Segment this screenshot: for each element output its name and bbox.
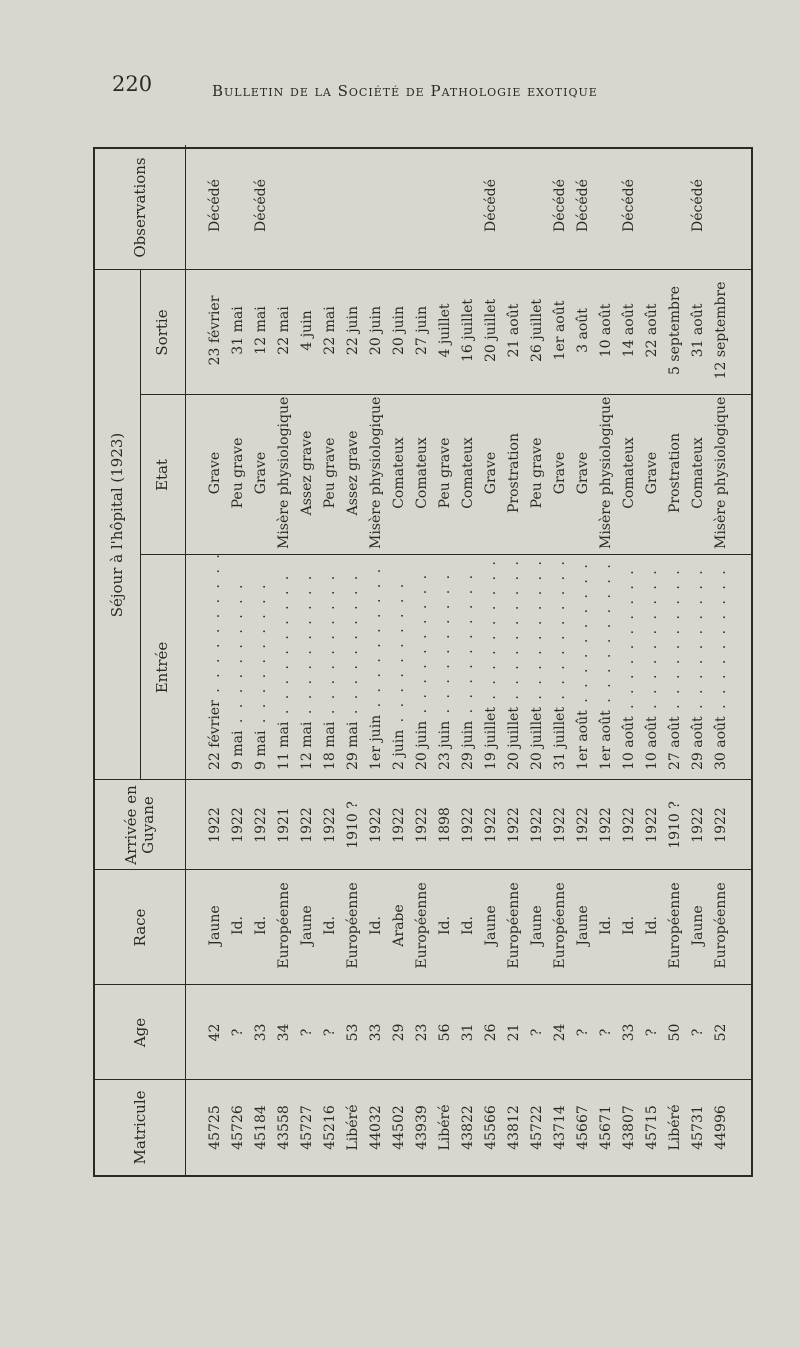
header-age: Age	[130, 1017, 149, 1048]
cell-etat: Grave	[207, 451, 223, 495]
cell-age: ?	[529, 1028, 545, 1037]
leader-dots: . . . . . . . . . .	[598, 561, 614, 711]
cell-entree	[691, 557, 705, 770]
cell-obs: Décédé	[690, 179, 706, 232]
cell-sortie: 3 août	[575, 308, 591, 353]
cell-entree	[645, 557, 659, 770]
cell-arrivee: 1922	[575, 807, 591, 843]
cell-age: 26	[483, 1023, 499, 1042]
cell-age: ?	[644, 1028, 660, 1037]
cell-matricule: 43939	[414, 1105, 430, 1150]
cell-entree: 29 juin	[460, 720, 476, 770]
cell-sortie: 23 février	[207, 295, 223, 366]
header-etat: Etat	[153, 459, 171, 491]
cell-sortie: 21 août	[506, 303, 522, 358]
cell-race: Européenne	[345, 882, 361, 969]
cell-etat: Assez grave	[345, 430, 361, 516]
cell-matricule: 45566	[483, 1105, 499, 1150]
cell-entree: 9 mai	[230, 730, 246, 770]
cell-age: ?	[322, 1028, 338, 1037]
cell-race: Européenne	[667, 882, 683, 969]
cell-age: ?	[690, 1028, 706, 1037]
cell-sortie: 20 juillet	[483, 299, 499, 362]
cell-entree: 1er août	[575, 710, 591, 770]
cell-entree	[530, 557, 544, 770]
leader-dots: . . . . . . . . . .	[253, 581, 269, 731]
cell-age: 50	[667, 1023, 683, 1042]
column-separator	[140, 394, 751, 395]
cell-entree	[668, 557, 682, 770]
cell-matricule: 45726	[230, 1105, 246, 1150]
cell-arrivee: 1922	[552, 807, 568, 843]
cell-matricule: 45667	[575, 1105, 591, 1150]
cell-race: Européenne	[713, 882, 729, 969]
cell-age: ?	[230, 1028, 246, 1037]
cell-entree	[507, 557, 521, 770]
cell-obs: Décédé	[207, 179, 223, 232]
cell-entree: 11 mai	[276, 721, 292, 770]
cell-etat: Comateux	[460, 437, 476, 509]
leader-dots: . . . . . . . . . .	[529, 558, 545, 708]
cell-arrivee: 1922	[207, 807, 223, 843]
cell-race: Européenne	[414, 882, 430, 969]
cell-race: Id.	[460, 916, 476, 935]
cell-etat: Comateux	[414, 437, 430, 509]
cell-race: Id.	[437, 916, 453, 935]
cell-entree: 29 août	[690, 716, 706, 770]
cell-arrivee: 1922	[414, 807, 430, 843]
cell-race: Européenne	[506, 882, 522, 969]
cell-arrivee: 1921	[276, 807, 292, 843]
cell-entree	[277, 557, 291, 770]
cell-matricule: 45216	[322, 1105, 338, 1150]
cell-entree	[254, 557, 268, 770]
page-number: 220	[112, 72, 153, 96]
cell-obs: Décédé	[483, 179, 499, 232]
leader-dots: . . . . . . . . . .	[483, 558, 499, 708]
cell-matricule: 45727	[299, 1105, 315, 1150]
cell-sortie: 20 juin	[368, 305, 384, 356]
cell-race: Jaune	[529, 905, 545, 946]
cell-etat: Comateux	[391, 437, 407, 509]
leader-dots: . . . . . . . . . .	[391, 580, 407, 730]
cell-entree	[346, 557, 360, 770]
cell-entree: 1er août	[598, 710, 614, 770]
header-sortie: Sortie	[153, 309, 171, 356]
cell-entree: 10 août	[644, 716, 660, 770]
leader-dots: . . . . . . . . . .	[322, 572, 338, 722]
leader-dots: . . . . . . . . . .	[345, 572, 361, 722]
cell-arrivee: 1910 ?	[667, 801, 683, 849]
cell-etat: Grave	[575, 451, 591, 495]
header-arrivee: Arrivée en Guyane	[122, 785, 157, 865]
cell-sortie: 5 septembre	[667, 286, 683, 375]
cell-race: Arabe	[391, 904, 407, 947]
leader-dots: . . . . . . . . . .	[667, 567, 683, 717]
leader-dots: . . . . . . . . . .	[207, 551, 223, 701]
cell-entree	[714, 557, 728, 770]
cell-entree	[438, 557, 452, 770]
cell-matricule: 45722	[529, 1105, 545, 1150]
cell-arrivee: 1922	[322, 807, 338, 843]
cell-race: Id.	[322, 916, 338, 935]
cell-etat: Misère physiologique	[368, 396, 384, 549]
cell-arrivee: 1922	[368, 807, 384, 843]
cell-age: 52	[713, 1023, 729, 1042]
leader-dots: . . . . . . . . . .	[276, 572, 292, 722]
column-separator	[140, 554, 751, 555]
cell-etat: Prostration	[506, 433, 522, 513]
cell-sortie: 31 mai	[230, 306, 246, 355]
leader-dots: . . . . . . . . . .	[437, 571, 453, 721]
cell-entree: 18 mai	[322, 721, 338, 770]
cell-race: Id.	[621, 916, 637, 935]
cell-entree: 23 juin	[437, 720, 453, 770]
leader-dots: . . . . . . . . . .	[368, 565, 384, 715]
cell-entree: 27 août	[667, 716, 683, 770]
cell-entree	[392, 557, 406, 770]
cell-entree: 2 juin	[391, 729, 407, 770]
cell-entree: 9 mai	[253, 730, 269, 770]
leader-dots: . . . . . . . . . .	[460, 571, 476, 721]
cell-age: 33	[253, 1023, 269, 1042]
cell-arrivee: 1922	[483, 807, 499, 843]
cell-race: Jaune	[483, 905, 499, 946]
cell-entree: 20 juillet	[506, 707, 522, 770]
cell-entree: 1er juin	[368, 714, 384, 770]
cell-arrivee: 1922	[299, 807, 315, 843]
cell-entree	[300, 557, 314, 770]
cell-race: Id.	[644, 916, 660, 935]
cell-age: 33	[621, 1023, 637, 1042]
cell-age: ?	[598, 1028, 614, 1037]
running-title: Bulletin de la Société de Pathologie exotique	[212, 82, 598, 100]
cell-sortie: 27 juin	[414, 305, 430, 356]
cell-entree: 30 août	[713, 716, 729, 770]
cell-sortie: 22 août	[644, 303, 660, 358]
cell-arrivee: 1898	[437, 807, 453, 843]
cell-arrivee: 1922	[253, 807, 269, 843]
cell-entree: 12 mai	[299, 721, 315, 770]
cell-sortie: 4 juillet	[437, 303, 453, 358]
cell-etat: Grave	[644, 451, 660, 495]
cell-age: ?	[575, 1028, 591, 1037]
cell-age: 31	[460, 1023, 476, 1042]
header-sejour: Séjour à l'hôpital (1923)	[108, 432, 126, 618]
page-header	[112, 72, 672, 112]
cell-sortie: 20 juin	[391, 305, 407, 356]
cell-arrivee: 1910 ?	[345, 801, 361, 849]
header-entree: Entrée	[153, 641, 171, 694]
cell-sortie: 1er août	[552, 300, 568, 361]
cell-race: Jaune	[575, 905, 591, 946]
cell-matricule: Libéré	[345, 1104, 361, 1151]
leader-dots: . . . . . . . . . .	[230, 581, 246, 731]
cell-sortie: 16 juillet	[460, 299, 476, 362]
leader-dots: . . . . . . . . . .	[299, 572, 315, 722]
cell-etat: Misère physiologique	[598, 396, 614, 549]
header-observations: Observations	[130, 157, 149, 258]
cell-race: Id.	[253, 916, 269, 935]
cell-matricule: 45715	[644, 1105, 660, 1150]
patient-table	[93, 150, 753, 1177]
cell-entree	[553, 557, 567, 770]
cell-matricule: 44996	[713, 1105, 729, 1150]
cell-entree	[461, 557, 475, 770]
cell-matricule: 43558	[276, 1105, 292, 1150]
cell-race: Jaune	[299, 905, 315, 946]
cell-entree	[231, 557, 245, 770]
column-separator	[95, 269, 751, 270]
cell-arrivee: 1922	[621, 807, 637, 843]
header-matricule: Matricule	[130, 1090, 149, 1165]
cell-race: Européenne	[552, 882, 568, 969]
header-rule	[185, 145, 186, 1175]
cell-entree	[576, 557, 590, 770]
cell-matricule: 45731	[690, 1105, 706, 1150]
cell-entree	[599, 557, 613, 770]
cell-entree: 20 juin	[414, 720, 430, 770]
cell-matricule: 43822	[460, 1105, 476, 1150]
cell-matricule: 44502	[391, 1105, 407, 1150]
cell-matricule: 43714	[552, 1105, 568, 1150]
cell-etat: Peu grave	[322, 437, 338, 509]
cell-entree: 29 mai	[345, 721, 361, 770]
leader-dots: . . . . . . . . . .	[552, 558, 568, 708]
cell-arrivee: 1922	[529, 807, 545, 843]
cell-matricule: 43807	[621, 1105, 637, 1150]
cell-race: Id.	[230, 916, 246, 935]
cell-matricule: 45184	[253, 1105, 269, 1150]
cell-race: Id.	[368, 916, 384, 935]
cell-sortie: 22 mai	[322, 306, 338, 355]
cell-arrivee: 1922	[598, 807, 614, 843]
cell-entree	[369, 557, 383, 770]
cell-arrivee: 1922	[690, 807, 706, 843]
cell-sortie: 12 mai	[253, 306, 269, 355]
cell-age: 34	[276, 1023, 292, 1042]
cell-age: ?	[299, 1028, 315, 1037]
cell-etat: Grave	[253, 451, 269, 495]
cell-arrivee: 1922	[644, 807, 660, 843]
table-frame	[93, 147, 753, 1177]
cell-obs: Décédé	[253, 179, 269, 232]
cell-entree: 19 juillet	[483, 707, 499, 770]
cell-age: 23	[414, 1023, 430, 1042]
cell-etat: Grave	[483, 451, 499, 495]
cell-entree	[323, 557, 337, 770]
cell-obs: Décédé	[621, 179, 637, 232]
leader-dots: . . . . . . . . . .	[506, 558, 522, 708]
cell-sortie: 12 septembre	[713, 281, 729, 380]
cell-sortie: 4 juin	[299, 310, 315, 351]
cell-obs: Décédé	[552, 179, 568, 232]
cell-age: 33	[368, 1023, 384, 1042]
cell-etat: Comateux	[690, 437, 706, 509]
cell-age: 53	[345, 1023, 361, 1042]
cell-etat: Comateux	[621, 437, 637, 509]
cell-entree	[415, 557, 429, 770]
cell-entree	[484, 557, 498, 770]
cell-sortie: 14 août	[621, 303, 637, 358]
cell-race: Européenne	[276, 882, 292, 969]
cell-etat: Prostration	[667, 433, 683, 513]
cell-etat: Misère physiologique	[276, 396, 292, 549]
cell-etat: Peu grave	[529, 437, 545, 509]
cell-age: 42	[207, 1023, 223, 1042]
leader-dots: . . . . . . . . . .	[690, 567, 706, 717]
cell-etat: Peu grave	[437, 437, 453, 509]
cell-age: 56	[437, 1023, 453, 1042]
cell-entree: 31 juillet	[552, 707, 568, 770]
cell-entree: 20 juillet	[529, 707, 545, 770]
cell-entree: 10 août	[621, 716, 637, 770]
cell-sortie: 31 août	[690, 303, 706, 358]
cell-age: 29	[391, 1023, 407, 1042]
cell-matricule: Libéré	[667, 1104, 683, 1151]
cell-age: 24	[552, 1023, 568, 1042]
cell-arrivee: 1922	[391, 807, 407, 843]
leader-dots: . . . . . . . . . .	[644, 567, 660, 717]
cell-sortie: 22 juin	[345, 305, 361, 356]
cell-etat: Peu grave	[230, 437, 246, 509]
cell-arrivee: 1922	[506, 807, 522, 843]
cell-etat: Misère physiologique	[713, 396, 729, 549]
cell-arrivee: 1922	[713, 807, 729, 843]
cell-sortie: 10 août	[598, 303, 614, 358]
header-race: Race	[130, 908, 149, 947]
cell-entree: 22 février	[207, 700, 223, 770]
cell-etat: Grave	[552, 451, 568, 495]
cell-matricule: 45725	[207, 1105, 223, 1150]
cell-arrivee: 1922	[460, 807, 476, 843]
cell-sortie: 26 juillet	[529, 299, 545, 362]
leader-dots: . . . . . . . . . .	[621, 567, 637, 717]
cell-sortie: 22 mai	[276, 306, 292, 355]
cell-matricule: Libéré	[437, 1104, 453, 1151]
cell-arrivee: 1922	[230, 807, 246, 843]
cell-matricule: 45671	[598, 1105, 614, 1150]
cell-etat: Assez grave	[299, 430, 315, 516]
leader-dots: . . . . . . . . . .	[414, 571, 430, 721]
leader-dots: . . . . . . . . . .	[713, 567, 729, 717]
cell-matricule: 43812	[506, 1105, 522, 1150]
cell-race: Id.	[598, 916, 614, 935]
cell-obs: Décédé	[575, 179, 591, 232]
cell-race: Jaune	[207, 905, 223, 946]
leader-dots: . . . . . . . . . .	[575, 561, 591, 711]
cell-matricule: 44032	[368, 1105, 384, 1150]
cell-age: 21	[506, 1023, 522, 1042]
cell-race: Jaune	[690, 905, 706, 946]
cell-entree	[207, 551, 223, 770]
cell-entree	[622, 557, 636, 770]
